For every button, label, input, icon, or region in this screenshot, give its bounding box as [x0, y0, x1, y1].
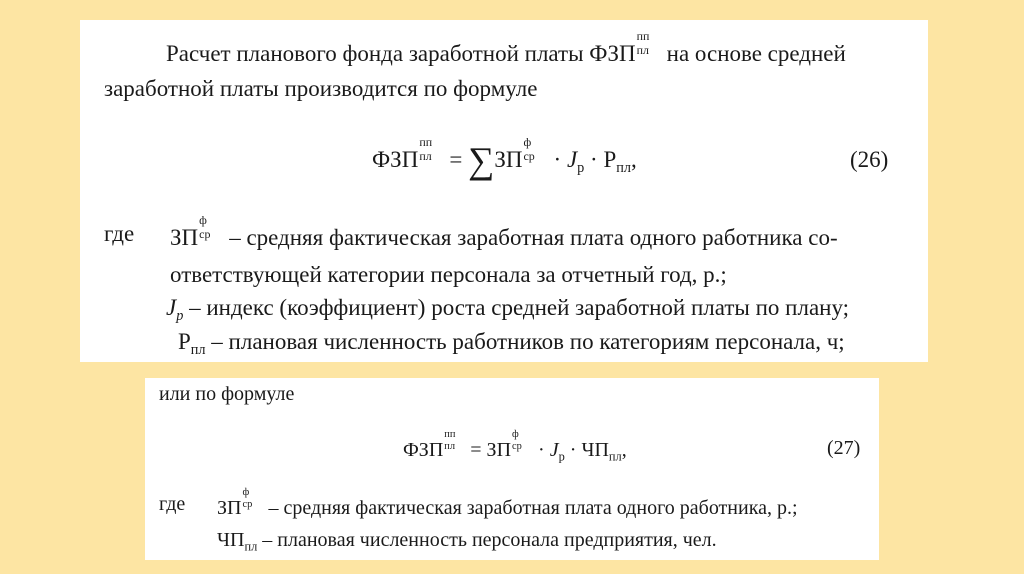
def-sub: пл: [244, 539, 258, 554]
def-symbol: ЧП: [217, 529, 245, 551]
formula-term-zp: ЗП: [486, 439, 512, 461]
def-text: – индекс (коэффициент) роста средней заработной платы по плану;: [189, 295, 850, 320]
def-text: – средняя фактическая заработная плата одного работника, р.;: [268, 497, 798, 519]
formula-26: [372, 135, 637, 181]
def-symbol: ЗП: [217, 497, 242, 519]
formula-lhs-sup: пп: [444, 429, 456, 441]
def-symbol: J: [166, 295, 177, 320]
p-sub: пл: [616, 159, 631, 176]
sum-symbol: ∑: [468, 139, 495, 181]
multiply-dot: ·: [590, 147, 598, 172]
definition-p: [178, 330, 845, 357]
def-text: – средняя фактическая заработная плата одного работника со-: [229, 225, 838, 250]
zp-sup: ф: [523, 135, 532, 150]
multiply-dot: ·: [538, 439, 545, 461]
multiply-dot: ·: [569, 439, 577, 461]
equation-number-26: (26): [850, 147, 889, 172]
formula-lhs-indices: [418, 135, 443, 167]
definition-zp: [170, 213, 838, 250]
def-sup: ф: [242, 487, 250, 499]
equation-number-27: (27): [827, 437, 861, 459]
def-sub: ср: [242, 498, 253, 510]
zp-sup: ф: [512, 429, 519, 441]
def-text: – плановая численность персонала предприятия, чел.: [262, 529, 717, 551]
j-sub: р: [558, 449, 565, 464]
formula-term-j: J: [566, 147, 578, 172]
formula-term-zp-indices: [522, 135, 547, 167]
def-sub: пл: [190, 341, 206, 358]
intro-line-2: заработной платы производится по формуле: [104, 76, 538, 101]
def-symbol-indices: [241, 487, 263, 514]
where-label: где: [159, 493, 186, 515]
formula-term-j: J: [549, 439, 559, 461]
fzp-sub: пл: [636, 42, 649, 57]
def-sub: р: [176, 307, 184, 324]
multiply-dot: ·: [553, 147, 562, 172]
formula-term-zp: ЗП: [494, 147, 523, 172]
formula-lhs: ФЗП: [372, 147, 419, 172]
formula-equals: =: [470, 439, 482, 461]
def-symbol-indices: [198, 213, 223, 245]
def-sup: ф: [199, 213, 207, 228]
chp-sub: пл: [608, 449, 622, 464]
formula-27: [403, 429, 627, 464]
intro-text: Расчет планового фонда заработной платы ФЗП: [166, 41, 636, 66]
intro-line-1: [166, 29, 846, 66]
formula-lhs-sup: пп: [419, 135, 433, 150]
zp-sub: ср: [512, 440, 522, 452]
definition-chp: [217, 530, 717, 553]
zp-sub: ср: [523, 148, 535, 163]
j-sub: р: [577, 159, 585, 176]
alt-intro: или по формуле: [159, 383, 295, 405]
formula-lhs-indices: [443, 429, 465, 456]
formula-term-chp: ЧП: [581, 439, 609, 461]
definition-zp: [217, 487, 798, 519]
definition-j: [166, 296, 849, 323]
text-card-formula-27: [145, 378, 879, 560]
definition-zp-continued: ответствующей категории персонала за отчетный год, р.;: [170, 262, 727, 287]
formula-equals: =: [449, 147, 463, 172]
formula-term-p: Р: [603, 147, 617, 172]
formula-lhs: ФЗП: [403, 439, 444, 461]
formula-lhs-sub: пл: [419, 148, 432, 163]
formula-term-zp-indices: [511, 429, 533, 456]
where-label: где: [104, 221, 135, 246]
formula-comma: ,: [621, 439, 627, 461]
intro-text-end: на основе средней: [666, 41, 846, 66]
def-text: – плановая численность работников по категориям персонала, ч;: [211, 329, 845, 354]
formula-lhs-sub: пл: [444, 440, 456, 452]
formula-comma: ,: [631, 147, 637, 172]
fzp-sup: пп: [636, 29, 650, 44]
text-card-formula-26: [80, 20, 928, 362]
def-symbol: Р: [178, 329, 191, 354]
def-sub: ср: [199, 226, 211, 241]
fzp-indices: [636, 29, 661, 61]
def-symbol: ЗП: [170, 225, 199, 250]
